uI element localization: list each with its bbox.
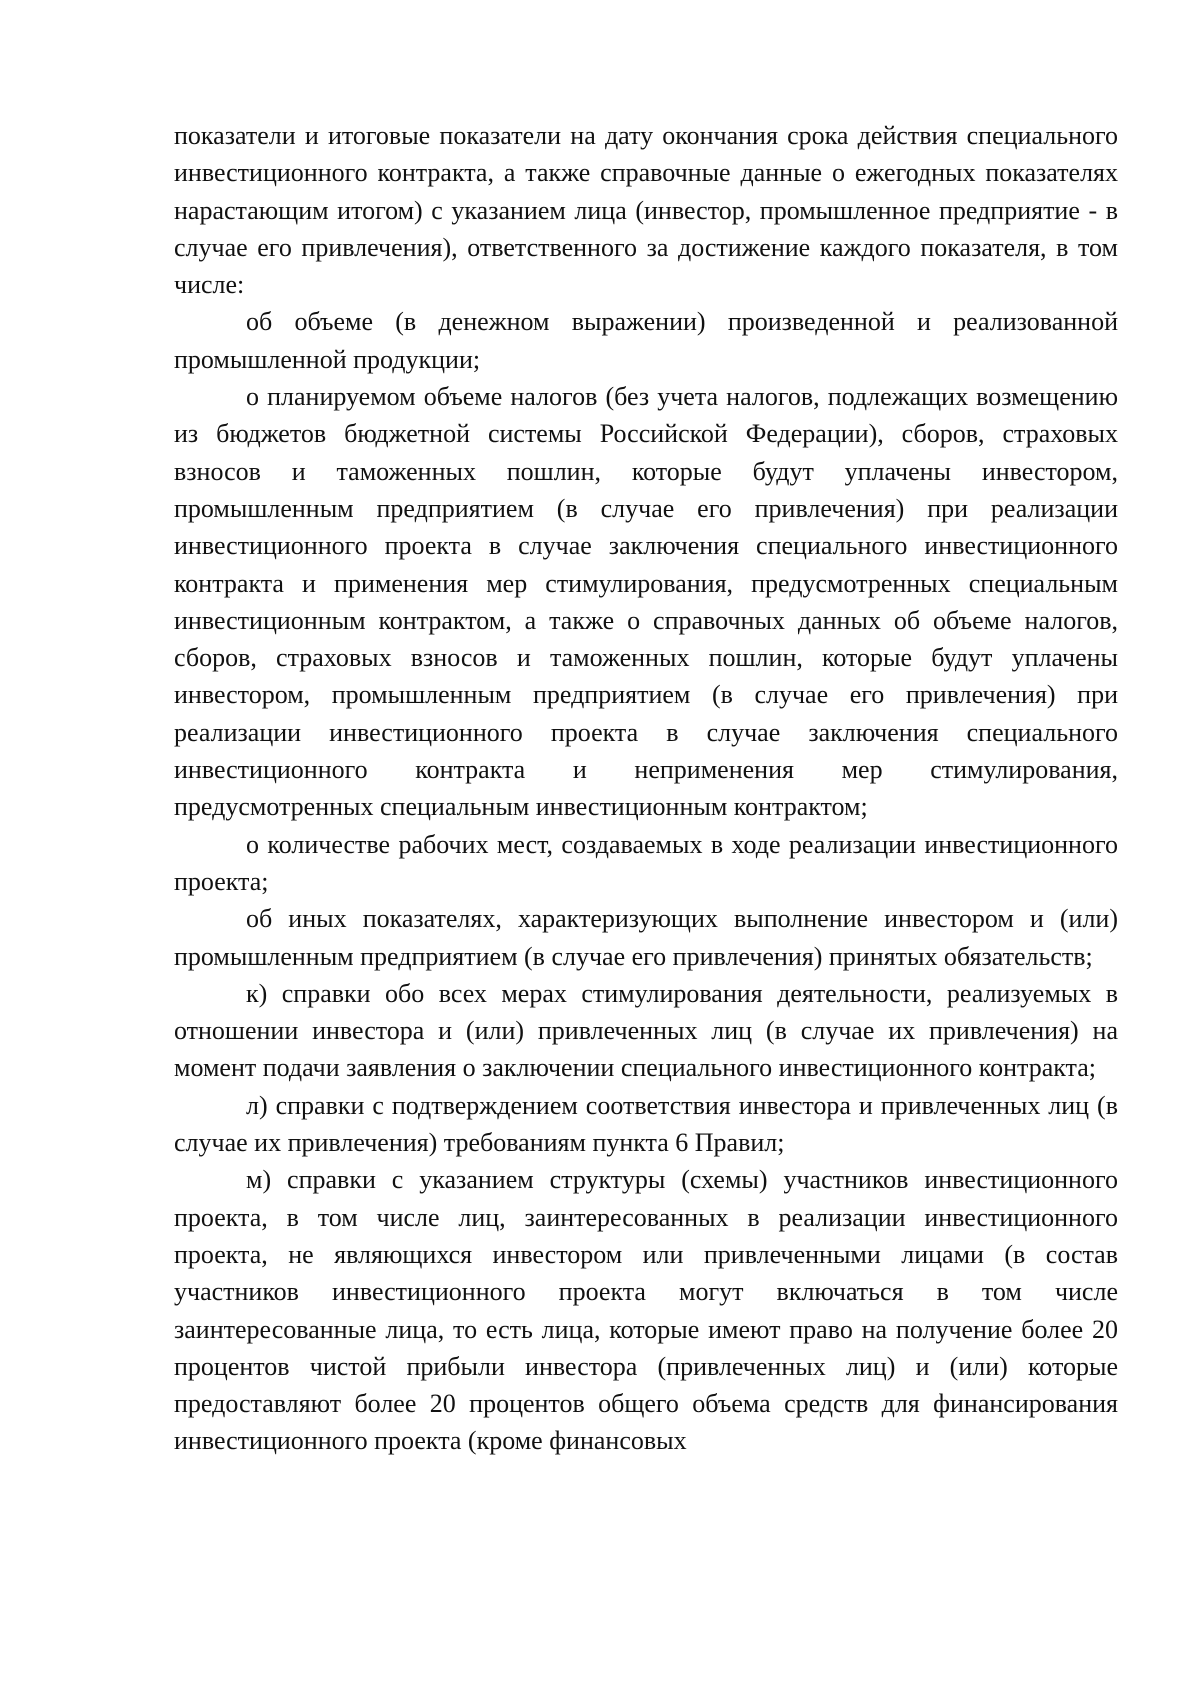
- paragraph-jobs-count: о количестве рабочих мест, создаваемых в ходе реализации инвестиционного проекта;: [174, 829, 1118, 896]
- paragraph-production-volume: об объеме (в денежном выражении) произведенной и реализованной промышленной продукции;: [174, 307, 1118, 374]
- paragraph-other-indicators: об иных показателях, характеризующих выполнение инвестором и (или) промышленным предприятием (в случае его привлечения) принятых обязательств;: [174, 904, 1118, 971]
- paragraph-item-m: м) справки с указанием структуры (схемы) участников инвестиционного проекта, в том числе лиц, заинтересованных в реализации инвестиционного проекта, не являющихся инвестором или привлеченными лицами (в состав участников инвестиционного проекта могут включаться в том числе заинтересованные лица, то есть лица, которые имеют право на получение более 20 процентов чистой прибыли инвестора (привлеченных лиц) и (или) которые предоставляют более 20 процентов общего объема средств для финансирования инвестиционного проекта (кроме финансовых: [174, 1165, 1118, 1456]
- paragraph-indicators-continuation: показатели и итоговые показатели на дату окончания срока действия специального инвестиционного контракта, а также справочные данные о ежегодных показателях нарастающим итогом) с указанием лица (инвестор, промышленное предприятие - в случае его привлечения), ответственного за достижение каждого показателя, в том числе:: [174, 121, 1118, 300]
- paragraph-item-l: л) справки с подтверждением соответствия инвестора и привлеченных лиц (в случае их привлечения) требованиям пункта 6 Правил;: [174, 1090, 1118, 1158]
- paragraph-taxes-volume: о планируемом объеме налогов (без учета налогов, подлежащих возмещению из бюджетов бюджетной системы Российской Федерации), сборов, страховых взносов и таможенных пошлин, которые будут уплачены инвестором, промышленным предприятием (в случае его привлечения) при реализации инвестиционного проекта в случае заключения специального инвестиционного контракта и применения мер стимулирования, предусмотренных специальным инвестиционным контрактом, а также о справочных данных об объеме налогов, сборов, страховых взносов и таможенных пошлин, которые будут уплачены инвестором, промышленным предприятием (в случае его привлечения) при реализации инвестиционного проекта в случае заключения специального инвестиционного контракта и неприменения мер стимулирования, предусмотренных специальным инвестиционным контрактом;: [174, 382, 1118, 822]
- paragraph-item-k: к) справки обо всех мерах стимулирования деятельности, реализуемых в отношении инвестора и (или) привлеченных лиц (в случае их привлечения) на момент подачи заявления о заключении специального инвестиционного контракта;: [174, 978, 1118, 1083]
- document-page: [174, 117, 1118, 1460]
